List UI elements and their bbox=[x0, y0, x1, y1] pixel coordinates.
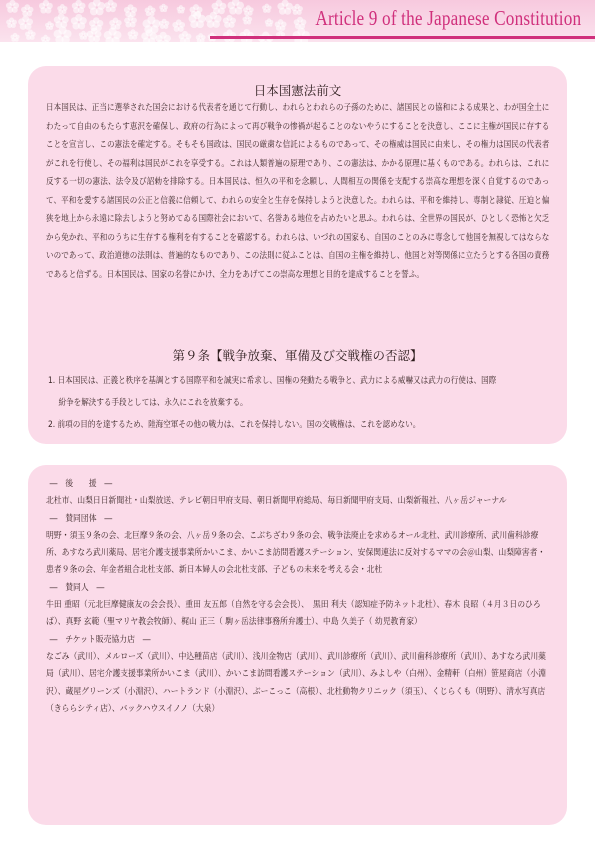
preamble-title: 日本国憲法前文 bbox=[253, 83, 342, 98]
groups-list: 明野・須玉９条の会、北巨摩９条の会、八ヶ岳９条の会、こぶちざわ９条の会、戦争法廃止を求めるオール北杜、武川診療所、武川歯科診療所、あすなろ武川薬局、居宅介護支援事業所かいこま、かいこま訪問看護ステーション、安保関連法に反対するママの会＠山梨、山梨障害者・患者９条の会、年金者組合北杜支部、新日本婦人の会北杜支部、子どもの未来を考える会・北杜 bbox=[46, 530, 546, 576]
header-underline bbox=[210, 36, 595, 39]
article9-clause2: 2. 前項の目的を達するため、陸海空軍その他の戦力は、これを保持しない。国の交戦権は、これを認めない。 bbox=[48, 420, 421, 430]
header-band bbox=[0, 0, 595, 42]
people-heading: ― 賛同人 ― bbox=[49, 582, 105, 593]
sponsors-heading: ― 後 援 ― bbox=[49, 479, 113, 489]
people-list: 牛田 重昭（元北巨摩健康友の会会長）、重田 友五郎（自然を守る会会長）、 黒田 利夫（認知症予防ネット北杜）、春木 良昭（４月３日のひろば）、真野 玄範（聖マリヤ教会牧師）、梶山 正三（ 駒ヶ岳法律事務所弁護士）、中島 久美子（ 幼児教育家） bbox=[46, 600, 541, 628]
groups-heading: ― 賛同団体 ― bbox=[49, 513, 113, 524]
article9-text bbox=[48, 370, 551, 436]
header-title: Article 9 of the Japanese Constitution bbox=[315, 6, 581, 30]
article9-title: 第９条【戦争放棄、軍備及び交戦権の否認】 bbox=[172, 348, 423, 363]
article9-clause1-line1: 1. 日本国民は、正義と秩序を基調とする国際平和を誠実に希求し、国権の発動たる戦争と、武力による威嚇又は武力の行使は、国際 bbox=[48, 376, 497, 386]
sponsors-list: 北杜市、山梨日日新聞社・山梨放送、テレビ朝日甲府支局、朝日新聞甲府総局、毎日新聞甲府支局、山梨新報社、八ヶ岳ジャーナル bbox=[46, 496, 507, 507]
credits-text bbox=[46, 476, 552, 718]
tickets-list: なごみ（武川）、メルローズ（武川）、中込種苗店（武川）、浅川金物店（武川）、武川診療所（武川）、武川歯科診療所（武川）、あすなろ武川薬局（武川）、居宅介護支援事業所かいこま（武川）、かいこま訪問看護ステーション（武川）、みよしや（白州）、金精軒（白州）笹屋商店（小淵沢）、蔵屋グリーンズ（小淵沢）、ハートランド（小淵沢）、ぶーこっこ（高根）、北杜動物クリニック（須玉）、くじらくも（明野）、清水写真店（きららシティ店）、バックハウスイノノ（大泉） bbox=[46, 651, 546, 714]
article9-clause1-line2: 紛争を解決する手段としては、永久にこれを放棄する。 bbox=[58, 398, 248, 408]
preamble-text: 日本国民は、正当に選挙された国会における代表者を通じて行動し、われらとわれらの子孫のために、諸国民との協和による成果と、わが国全土にわたって自由のもたらす恵沢を確保し、政府の行為によって再び戦争の惨禍が起ることのないやうにすることを決意し、ここに主権が国民に存することを宣言し、この憲法を確定する。そもそも国政は、国民の厳粛な信託によるものであって、その権威は国民に由来し、その権力は国民の代表者がこれを行使し、その福利は国民がこれを享受する。これは人類普遍の原理であり、この憲法は、かかる原理に基くものである。われらは、これに反する一切の憲法、法令及び詔勅を排除する。日本国民は、恒久の平和を念願し、人間相互の関係を支配する崇高な理想を深く自覚するのであって、平和を愛する諸国民の公正と信義に信頼して、われらの安全と生存を保持しようと決意した。われらは、平和を維持し、専制と隷従、圧迫と偏狭を地上から永遠に除去しようと努めてゐる国際社会において、名誉ある地位を占めたいと思ふ。われらは、全世界の国民が、ひとしく恐怖と欠乏から免かれ、平和のうちに生存する権利を有することを確認する。われらは、いづれの国家も、自国のことのみに専念して他国を無視してはならないのであって、政治道徳の法則は、普遍的なものであり、この法則に従ふことは、自国の主権を維持し、他国と対等関係に立たうとする各国の責務であると信ずる。日本国民は、国家の名誉にかけ、全力をあげてこの崇高な理想と目的を達成することを誓ふ。 bbox=[46, 103, 550, 280]
tickets-heading: ― チケット販売協力店 ― bbox=[49, 634, 151, 645]
